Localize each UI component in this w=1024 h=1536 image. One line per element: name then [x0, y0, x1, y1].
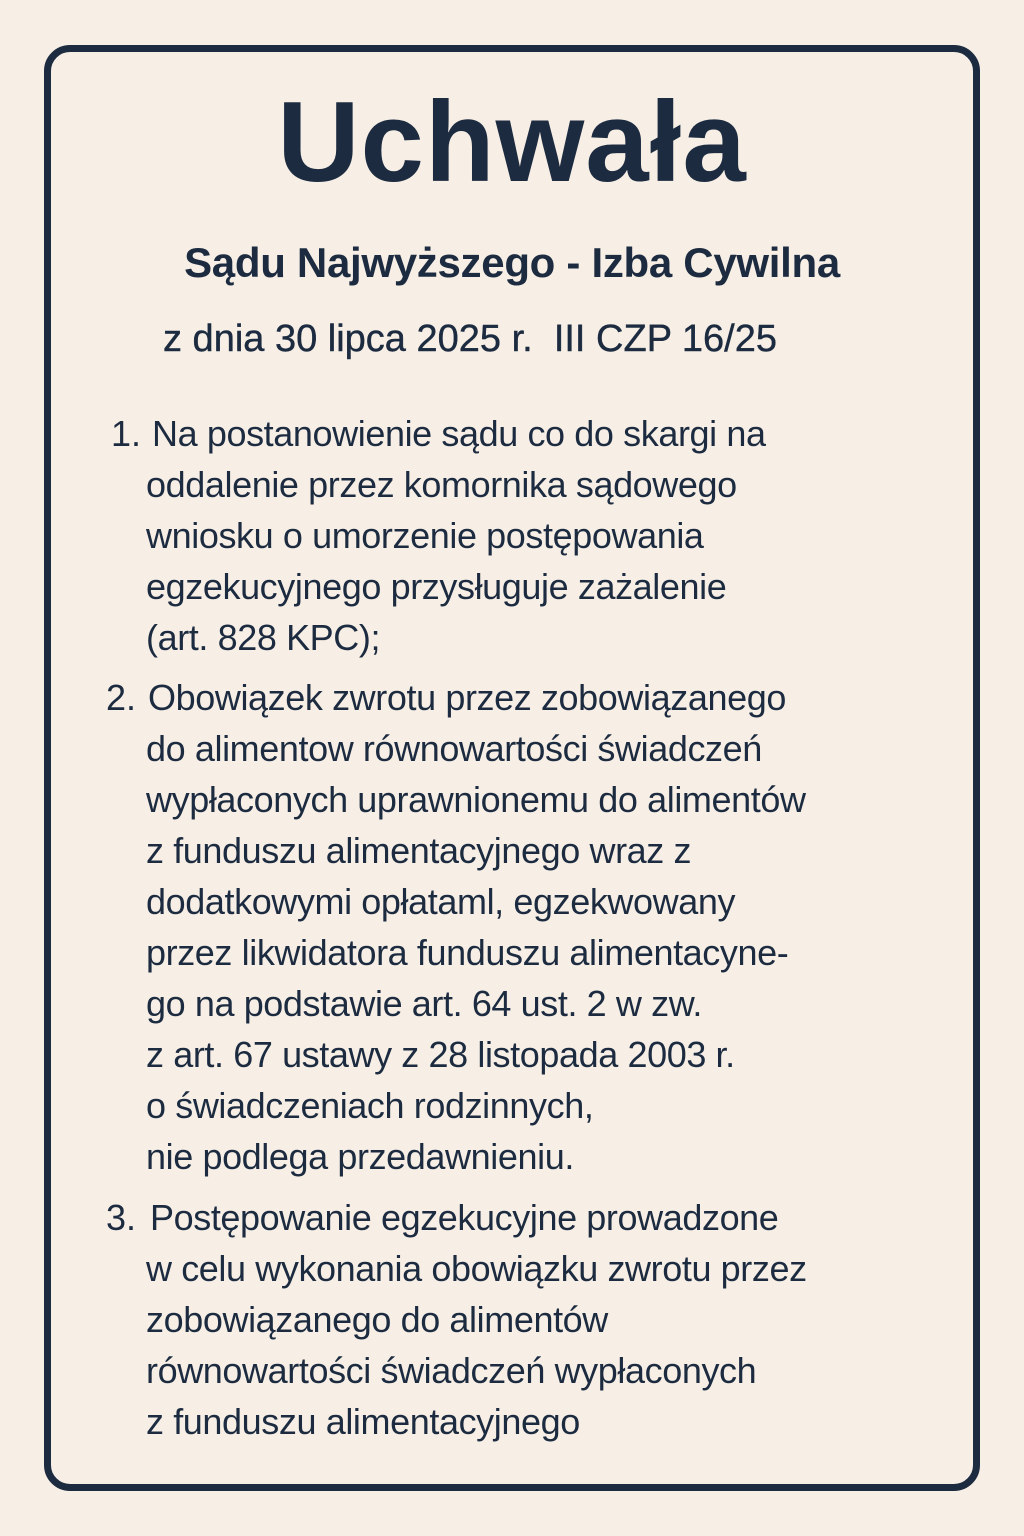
item-number: 1. — [111, 413, 142, 454]
item-line: Obowiązek zwrotu przez zobowiązanego — [148, 677, 786, 718]
item-line: egzekucyjnego przysługuje zażalenie — [146, 566, 727, 607]
item-text — [146, 1192, 807, 1447]
item-number: 3. — [106, 1197, 137, 1238]
item-number: 2. — [106, 677, 137, 718]
item-text — [146, 672, 806, 1182]
item-line: do alimentow równowartości świadczeń — [146, 728, 762, 769]
item-line: Na postanowienie sądu co do skargi na — [152, 413, 766, 454]
item-line: wypłaconych uprawnionemu do alimentów — [146, 779, 806, 820]
item-text — [146, 408, 766, 663]
court-chamber-subtitle: Sądu Najwyższego - Izba Cywilna — [184, 239, 840, 286]
item-line: z art. 67 ustawy z 28 listopada 2003 r. — [146, 1034, 735, 1075]
item-line: w celu wykonania obowiązku zwrotu przez — [146, 1248, 807, 1289]
item-line: równowartości świadczeń wypłaconych — [146, 1350, 757, 1391]
item-line: oddalenie przez komornika sądowego — [146, 464, 737, 505]
item-line: wniosku o umorzenie postępowania — [146, 515, 704, 556]
item-line: Postępowanie egzekucyjne prowadzone — [150, 1197, 779, 1238]
item-line: nie podlega przedawnieniu. — [146, 1136, 574, 1177]
date-and-case-number: z dnia 30 lipca 2025 r. III CZP 16/25 — [163, 318, 778, 360]
item-line: go na podstawie art. 64 ust. 2 w zw. — [146, 983, 702, 1024]
item-line: przez likwidatora funduszu alimentacyne- — [146, 932, 789, 973]
item-line: z funduszu alimentacyjnego wraz z — [146, 830, 692, 871]
item-line: z funduszu alimentacyjnego — [146, 1401, 580, 1442]
item-line: dodatkowymi opłataml, egzekwowany — [146, 881, 736, 922]
document-title: Uchwała — [277, 79, 747, 206]
item-line: (art. 828 KPC); — [146, 617, 381, 658]
item-line: o świadczeniach rodzinnych, — [146, 1085, 594, 1126]
item-line: zobowiązanego do alimentów — [146, 1299, 608, 1340]
